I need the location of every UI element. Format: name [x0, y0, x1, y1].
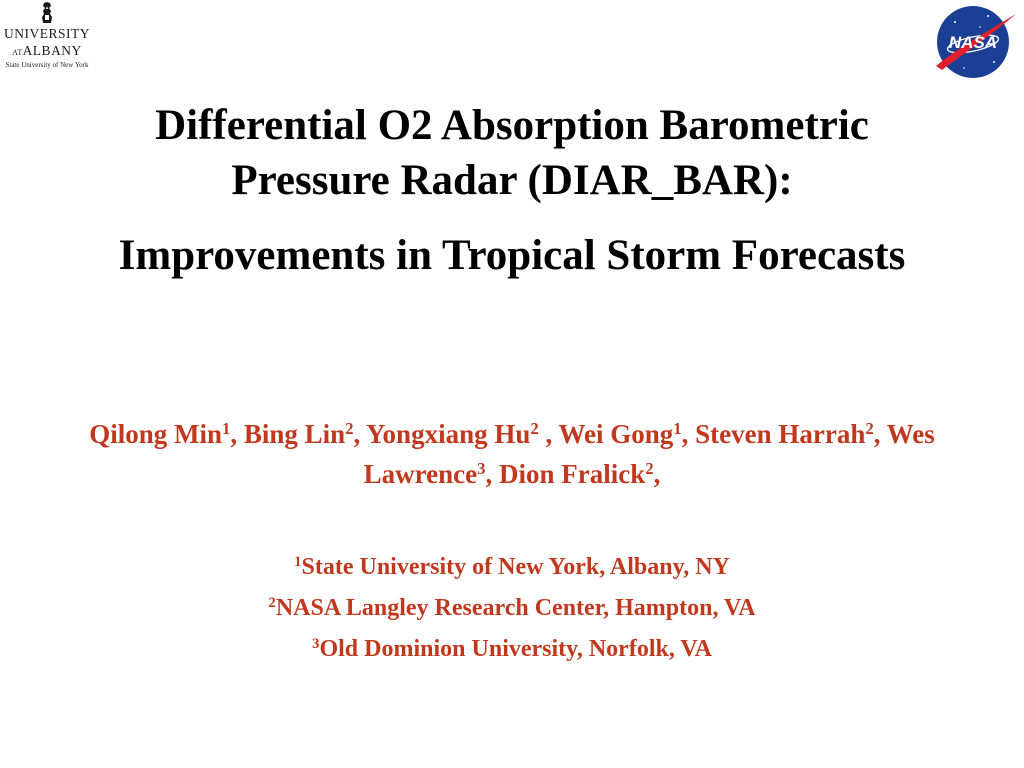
author-affiliation-mark: 2: [645, 458, 654, 478]
author-name: Bing Lin: [243, 419, 346, 449]
title-line-2: Pressure Radar (DIAR_BAR):: [231, 157, 793, 204]
author: [89, 419, 244, 449]
affiliation-text: Old Dominion University, Norfolk, VA: [319, 636, 712, 662]
slide-title: [20, 98, 1004, 283]
affiliation-mark: 2: [268, 594, 276, 611]
author-name: Qilong Min: [89, 419, 222, 449]
author-affiliation-mark: 2: [530, 418, 539, 438]
ua-wordmark-suny: State University of New York: [5, 60, 89, 69]
ua-wordmark-albany-name: ALBANY: [22, 42, 82, 58]
ua-wordmark-albany: [2, 43, 92, 59]
affiliation: [60, 551, 964, 592]
author: [366, 419, 558, 449]
affiliation-text: State University of New York, Albany, NY: [301, 554, 730, 580]
author-affiliation-mark: 3: [477, 458, 486, 478]
author-name: Wei Gong: [558, 419, 674, 449]
author-separator: ,: [653, 459, 661, 489]
author-affiliation-mark: 2: [865, 418, 874, 438]
affiliation-list: [60, 551, 964, 674]
author-separator: ,: [538, 419, 559, 449]
nasa-wordmark: NASA: [948, 33, 998, 52]
author-name: Dion Fralick: [498, 459, 646, 489]
title-line-3: Improvements in Tropical Storm Forecasts: [118, 232, 906, 279]
title-line-1: Differential O2 Absorption Barometric: [155, 102, 869, 149]
author-name: Steven Harrah: [695, 419, 866, 449]
author-name: Wes Lawrence: [363, 419, 935, 489]
author-affiliation-mark: 2: [345, 418, 354, 438]
author-list: [60, 414, 964, 494]
affiliation-mark: 1: [294, 553, 302, 570]
affiliation: [60, 592, 964, 633]
author-separator: ,: [353, 419, 367, 449]
affiliation-mark: 3: [312, 635, 320, 652]
nasa-logo: [928, 0, 1018, 84]
author-separator: ,: [485, 459, 499, 489]
ua-wordmark-university: UNIVERSITY: [4, 26, 90, 41]
university-at-albany-logo: [2, 2, 92, 69]
minerva-seal-icon: [38, 2, 56, 24]
ua-wordmark-at: AT: [12, 47, 23, 57]
author: [559, 419, 696, 449]
author-name: Yongxiang Hu: [366, 419, 531, 449]
author-separator: ,: [230, 419, 244, 449]
author-affiliation-mark: 1: [673, 418, 682, 438]
author: [499, 459, 660, 489]
author: [244, 419, 366, 449]
affiliation-text: NASA Langley Research Center, Hampton, VA: [275, 595, 756, 621]
author-affiliation-mark: 1: [221, 418, 231, 438]
author-separator: ,: [681, 419, 696, 449]
author-separator: ,: [873, 419, 887, 449]
affiliation: [60, 633, 964, 674]
author: [695, 419, 887, 449]
nasa-meatball-icon: [928, 0, 1018, 84]
